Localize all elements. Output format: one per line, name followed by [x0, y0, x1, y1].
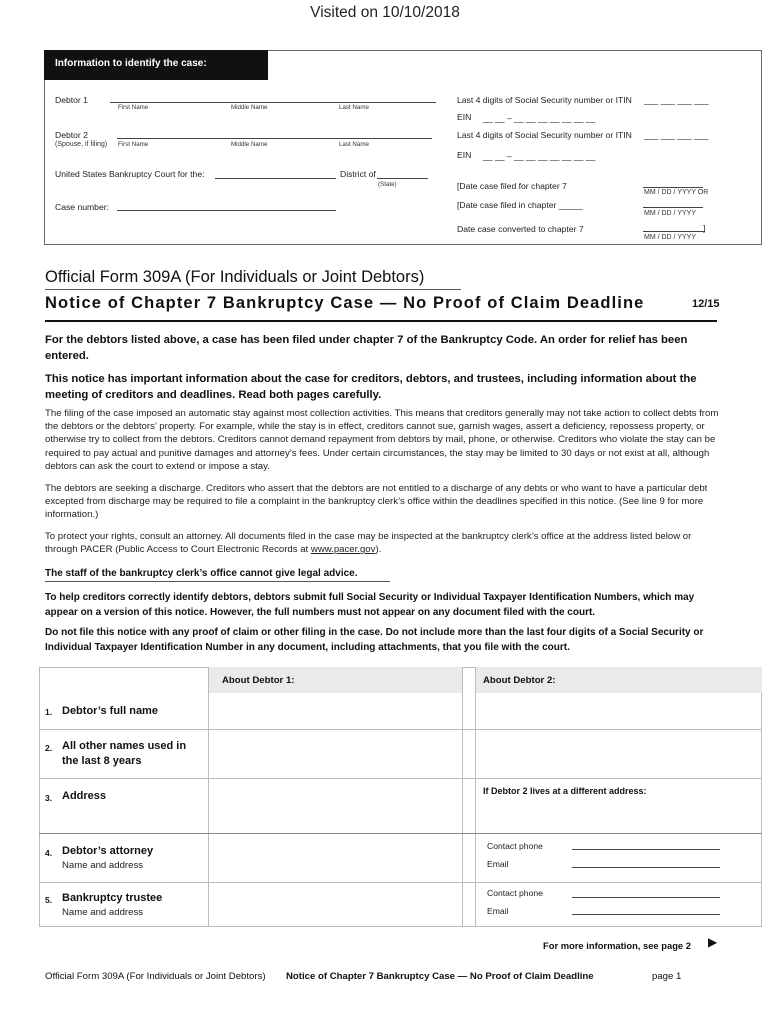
row-number: 3. — [45, 793, 53, 803]
donot-text: Do not file this notice with any proof of claim or other filing in the case. Do not include more than the last four digits of a Social Security or Individual Taxpayer Identification Number in any document, including attachments, that you file with the court. — [45, 627, 704, 653]
debtor1-middle-name-label: Middle Name — [231, 104, 268, 111]
debtor2-ssn-label: Last 4 digits of Social Security number or ITIN — [457, 130, 632, 140]
page-number: page 1 — [652, 971, 682, 982]
important-text: This notice has important information about the case for creditors, debtors, and trustees, including information about the meeting of creditors and deadlines. Read both pages carefully. — [45, 373, 697, 401]
date-converted-label: Date case converted to chapter 7 — [457, 224, 584, 234]
right-arrow-icon: ▶ — [708, 935, 718, 949]
attorney-email-label: Email — [487, 859, 509, 869]
about-debtor2: About Debtor 2: — [483, 675, 556, 686]
debtor2-ein-field[interactable]: __ __ – __ __ __ __ __ __ __ — [483, 151, 596, 161]
state-label: (State) — [378, 181, 397, 188]
attorney-email-field[interactable] — [572, 867, 720, 868]
case-number-label: Case number: — [55, 202, 109, 212]
form-title: Official Form 309A (For Individuals or Joint Debtors) — [45, 268, 425, 286]
different-address-note: If Debtor 2 lives at a different address: — [483, 786, 647, 796]
debtor1-ein-label: EIN — [457, 112, 472, 122]
title-divider — [45, 289, 461, 290]
date-format-or: MM / DD / YYYY OR — [644, 189, 709, 196]
staff-note-rule — [45, 581, 390, 582]
staff-note: The staff of the bankruptcy clerk’s office cannot give legal advice. — [45, 568, 358, 579]
address-label: Address — [62, 790, 107, 802]
other-names-label: All other names used in the last 8 years — [62, 740, 187, 767]
table-divider-left — [208, 667, 209, 927]
date-filed-in-chapter-label: [Date case filed in chapter _____ — [457, 200, 583, 210]
debtor-full-name-label: Debtor’s full name — [62, 705, 158, 717]
attorney-sublabel: Name and address — [62, 860, 144, 871]
date-converted-bracket: ] — [703, 223, 706, 233]
debtor2-ein-label: EIN — [457, 150, 472, 160]
attorney-phone-field[interactable] — [572, 849, 720, 850]
date-filed-in-chapter-field[interactable] — [643, 207, 703, 208]
debtor2-last-name-label: Last Name — [339, 141, 369, 148]
debtor1-label: Debtor 1 — [55, 95, 88, 105]
trustee-email-label: Email — [487, 906, 509, 916]
debtor2-ssn-field[interactable]: ___ ___ ___ ___ — [644, 130, 709, 140]
attorney-label: Debtor’s attorney — [62, 845, 154, 857]
visited-date: Visited on 10/10/2018 — [310, 4, 460, 21]
row-number: 1. — [45, 707, 53, 717]
debtor1-ssn-field[interactable]: ___ ___ ___ ___ — [644, 95, 709, 105]
debtor1-name-field[interactable] — [110, 102, 436, 103]
about-debtor1: About Debtor 1: — [222, 675, 295, 686]
table-row-divider — [39, 729, 762, 730]
trustee-phone-field[interactable] — [572, 897, 720, 898]
debtor1-ssn-label: Last 4 digits of Social Security number or ITIN — [457, 95, 632, 105]
date-format: MM / DD / YYYY — [644, 210, 696, 217]
debtor2-name-field[interactable] — [117, 138, 432, 139]
intro-text: For the debtors listed above, a case has been filed under chapter 7 of the Bankruptcy Code. An order for relief has been entered. — [45, 334, 688, 362]
rights-paragraph — [45, 530, 721, 556]
pacer-link[interactable]: www.pacer.gov — [310, 544, 376, 556]
row-number: 5. — [45, 895, 53, 905]
debtor2-spouse-note: (Spouse, if filing) — [55, 141, 108, 148]
date-format-last: MM / DD / YYYY — [644, 234, 696, 241]
date-converted-field[interactable] — [643, 231, 705, 232]
debtor2-middle-name-label: Middle Name — [231, 141, 268, 148]
attorney-phone-label: Contact phone — [487, 841, 543, 851]
court-field[interactable] — [215, 178, 336, 179]
trustee-email-field[interactable] — [572, 914, 720, 915]
notice-title: Notice of Chapter 7 Bankruptcy Case — No Proof of Claim Deadline — [45, 294, 645, 312]
revision-date: 12/15 — [692, 298, 720, 310]
help-text: To help creditors correctly identify debtors, debtors submit full Social Security or Individual Taxpayer Identification Numbers, which may appear on a version of this notice. However, the full numbers must not appear on any document filed with the court. — [45, 592, 695, 618]
district-field[interactable] — [377, 178, 428, 179]
footer-notice: Notice of Chapter 7 Bankruptcy Case — No Proof of Claim Deadline — [286, 971, 594, 982]
table-row-divider — [39, 778, 762, 779]
row-number: 4. — [45, 848, 53, 858]
title-rule — [45, 320, 717, 322]
more-info-link[interactable]: For more information, see page 2 — [543, 940, 691, 951]
trustee-sublabel: Name and address — [62, 907, 144, 918]
court-label: United States Bankruptcy Court for the: — [55, 169, 205, 179]
debtor1-ein-field[interactable]: __ __ – __ __ __ __ __ __ __ — [483, 113, 596, 123]
debtor1-last-name-label: Last Name — [339, 104, 369, 111]
table-row-divider — [39, 882, 762, 883]
debtor2-first-name-label: First Name — [118, 141, 149, 148]
trustee-label: Bankruptcy trustee — [62, 892, 163, 904]
table-row-divider — [39, 833, 762, 834]
trustee-phone-label: Contact phone — [487, 888, 543, 898]
case-info-header: Information to identify the case: — [44, 50, 268, 80]
table-divider-right — [475, 667, 476, 927]
footer-form: Official Form 309A (For Individuals or Joint Debtors) — [45, 971, 266, 982]
table-divider-mid — [462, 667, 463, 927]
date-filed-ch7-field[interactable] — [643, 187, 703, 188]
rights-text: To protect your rights, consult an attorney. All documents filed in the case may be inspected at the bankruptcy clerk’s office at the address listed below or through PACER (Public Access to Court Electronic Records at — [45, 531, 692, 556]
discharge-paragraph: The debtors are seeking a discharge. Creditors who assert that the debtors are not entitled to a discharge of any debts or who want to have a particular debt excepted from discharge may be required to file a complaint in the bankruptcy clerk’s office within the deadlines specified in this notice. (See line 9 for more information.) — [45, 483, 708, 521]
case-number-field[interactable] — [117, 210, 336, 211]
stay-paragraph: The filing of the case imposed an automatic stay against most collection activities. This means that creditors generally may not take action to collect debts from the debtors or the debtors’ property. For example, while the stay is in effect, creditors cannot sue, garnish wages, assert a deficiency, repossess property, or otherwise try to collect from the debtors. Creditors cannot demand repayment from debtors by mail, phone, or otherwise. Creditors who violate the stay can be required to pay actual and punitive damages and attorney’s fees. Under certain circumstances, the stay may be limited to 30 days or not exist at all, although debtors can ask the court to extend or impose a stay. — [45, 408, 719, 472]
rights-text-end: ). — [375, 544, 382, 556]
debtor2-label: Debtor 2 — [55, 130, 88, 140]
debtor1-first-name-label: First Name — [118, 104, 149, 111]
district-label: District of — [340, 169, 376, 179]
date-filed-ch7-label: [Date case filed for chapter 7 — [457, 181, 567, 191]
row-number: 2. — [45, 743, 53, 753]
